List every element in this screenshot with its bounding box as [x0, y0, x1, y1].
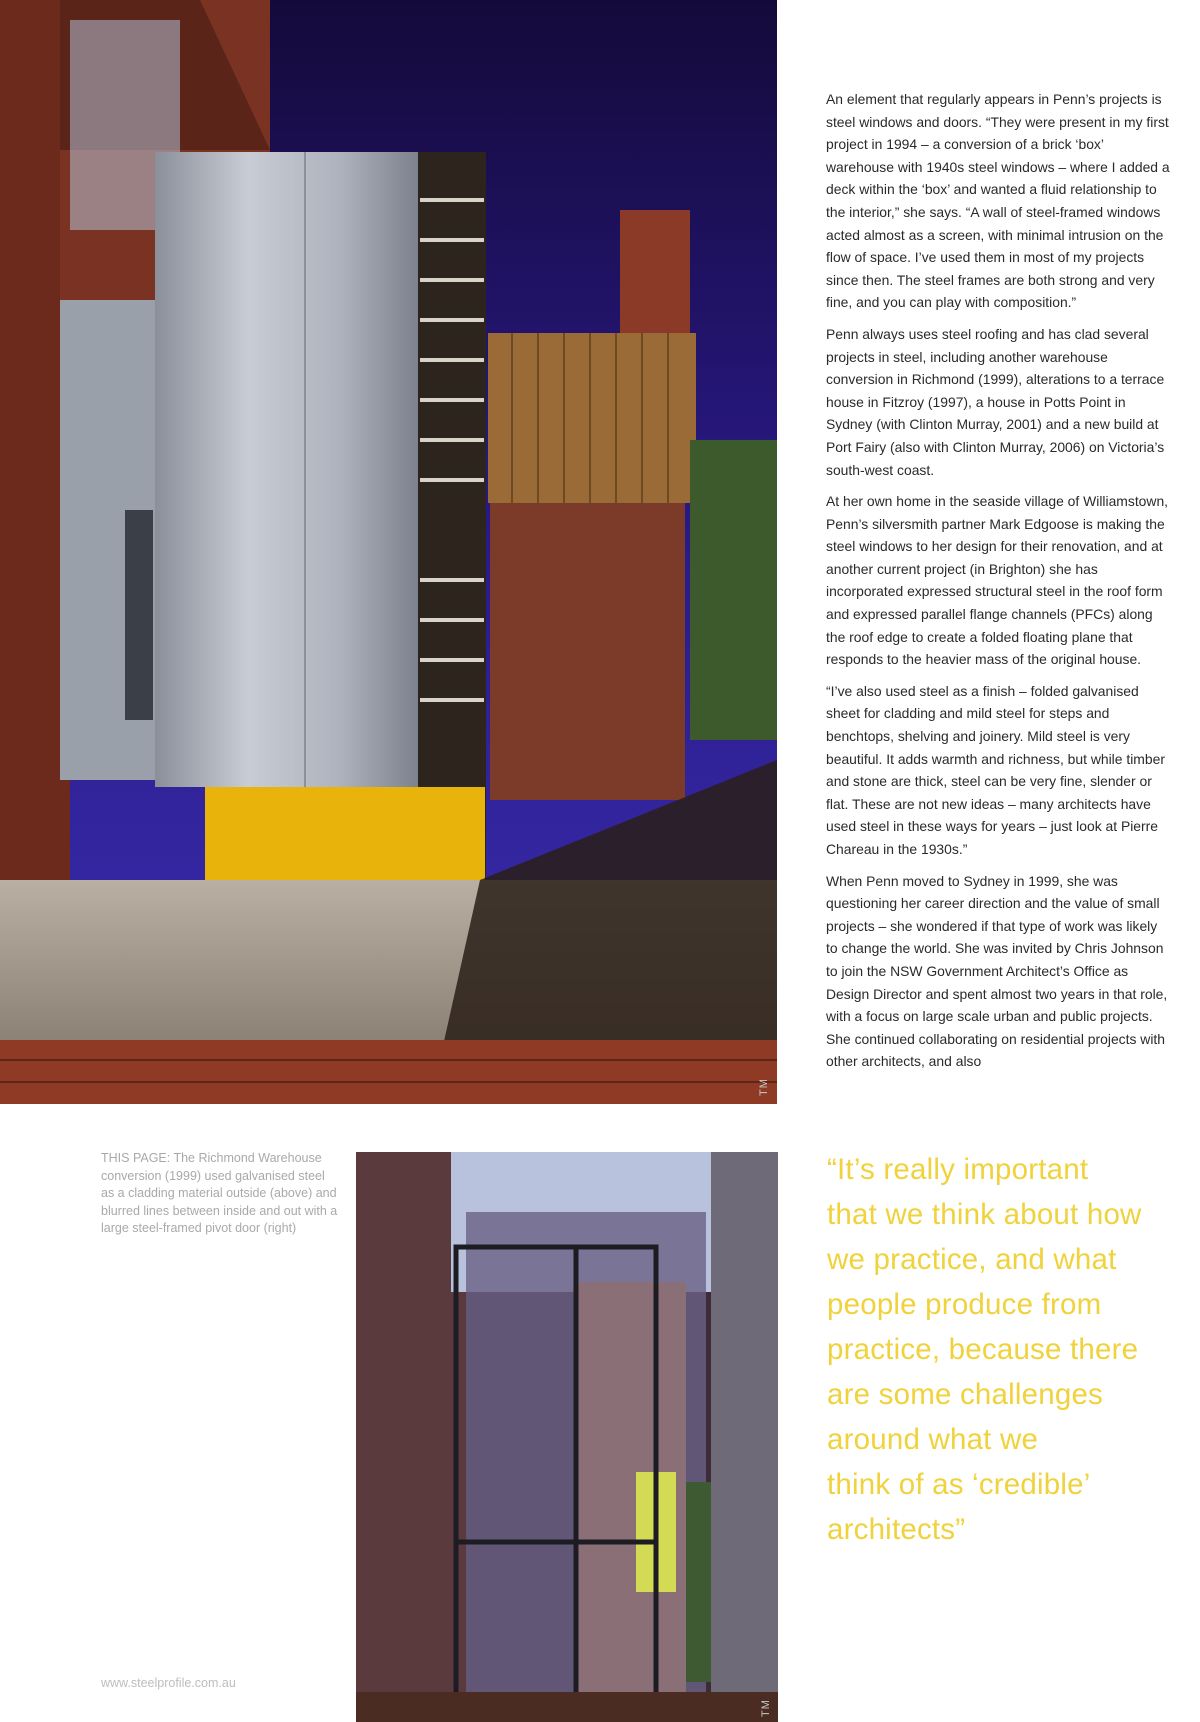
paragraph: “I’ve also used steel as a finish – folded galvanised sheet for cladding and mild steel for steps and benchtops, shelving and joinery. Mild steel is very beautiful. It adds warmth and richness, but while timber and stone are thick, steel can be very fine, slender or flat. These are not new ideas – many architects have used steel in these ways for years – just look at Pierre Chareau in the 1930s.” [826, 682, 1165, 857]
paragraph: When Penn moved to Sydney in 1999, she was questioning her career direction and the value of small projects – she wondered if that type of work was likely to change the world. She was invited by Chris Johnson to join the NSW Government Architect’s Office as Design Director and spent almost two years in that role, with a focus on large scale urban and public projects. She continued collaborating on residential projects with other architects, and also [826, 872, 1168, 1070]
footer-url: www.steelprofile.com.au [101, 1676, 236, 1690]
warehouse-exterior-photo [0, 0, 777, 1104]
article-body [826, 88, 1170, 1082]
photo-credit: TM [758, 1078, 770, 1096]
pull-quote: “It’s really important that we think about how we practice, and what people produce from practice, because there are some challenges around what we think of as ‘credible’ architects” [827, 1153, 1142, 1546]
paragraph: At her own home in the seaside village of Williamstown, Penn’s silversmith partner Mark Edgoose is making the steel windows to her design for their renovation, and at another current project (in Brighton) she has incorporated expressed structural steel in the roof form and expressed parallel flange channels (PFCs) along the roof edge to create a folded floating plane that responds to the heavier mass of the original house. [826, 493, 1169, 668]
paragraph: Penn always uses steel roofing and has clad several projects in steel, including another warehouse conversion in Richmond (1999), alterations to a terrace house in Fitzroy (1997), a house in Potts Point in Sydney (with Clinton Murray, 2001) and a new build at Port Fairy (also with Clinton Murray, 2006) on Victoria’s south-west coast. [826, 325, 1165, 478]
photo-caption: THIS PAGE: The Richmond Warehouse conversion (1999) used galvanised steel as a cladding material outside (above) and blurred lines between inside and out with a large steel-framed pivot door (right) [101, 1151, 338, 1235]
pivot-door-photo [356, 1152, 778, 1722]
photo-credit: TM [760, 1699, 772, 1717]
paragraph: An element that regularly appears in Penn’s projects is steel windows and doors. “They were present in my first project in 1994 – a conversion of a brick ‘box’ warehouse with 1940s steel windows – where I added a deck within the ‘box’ and wanted a fluid relationship to the interior,” she says. “A wall of steel-framed windows acted almost as a screen, with minimal intrusion on the flow of space. I’ve used them in most of my projects since then. The steel frames are both strong and very fine, and you can play with composition.” [826, 91, 1170, 311]
